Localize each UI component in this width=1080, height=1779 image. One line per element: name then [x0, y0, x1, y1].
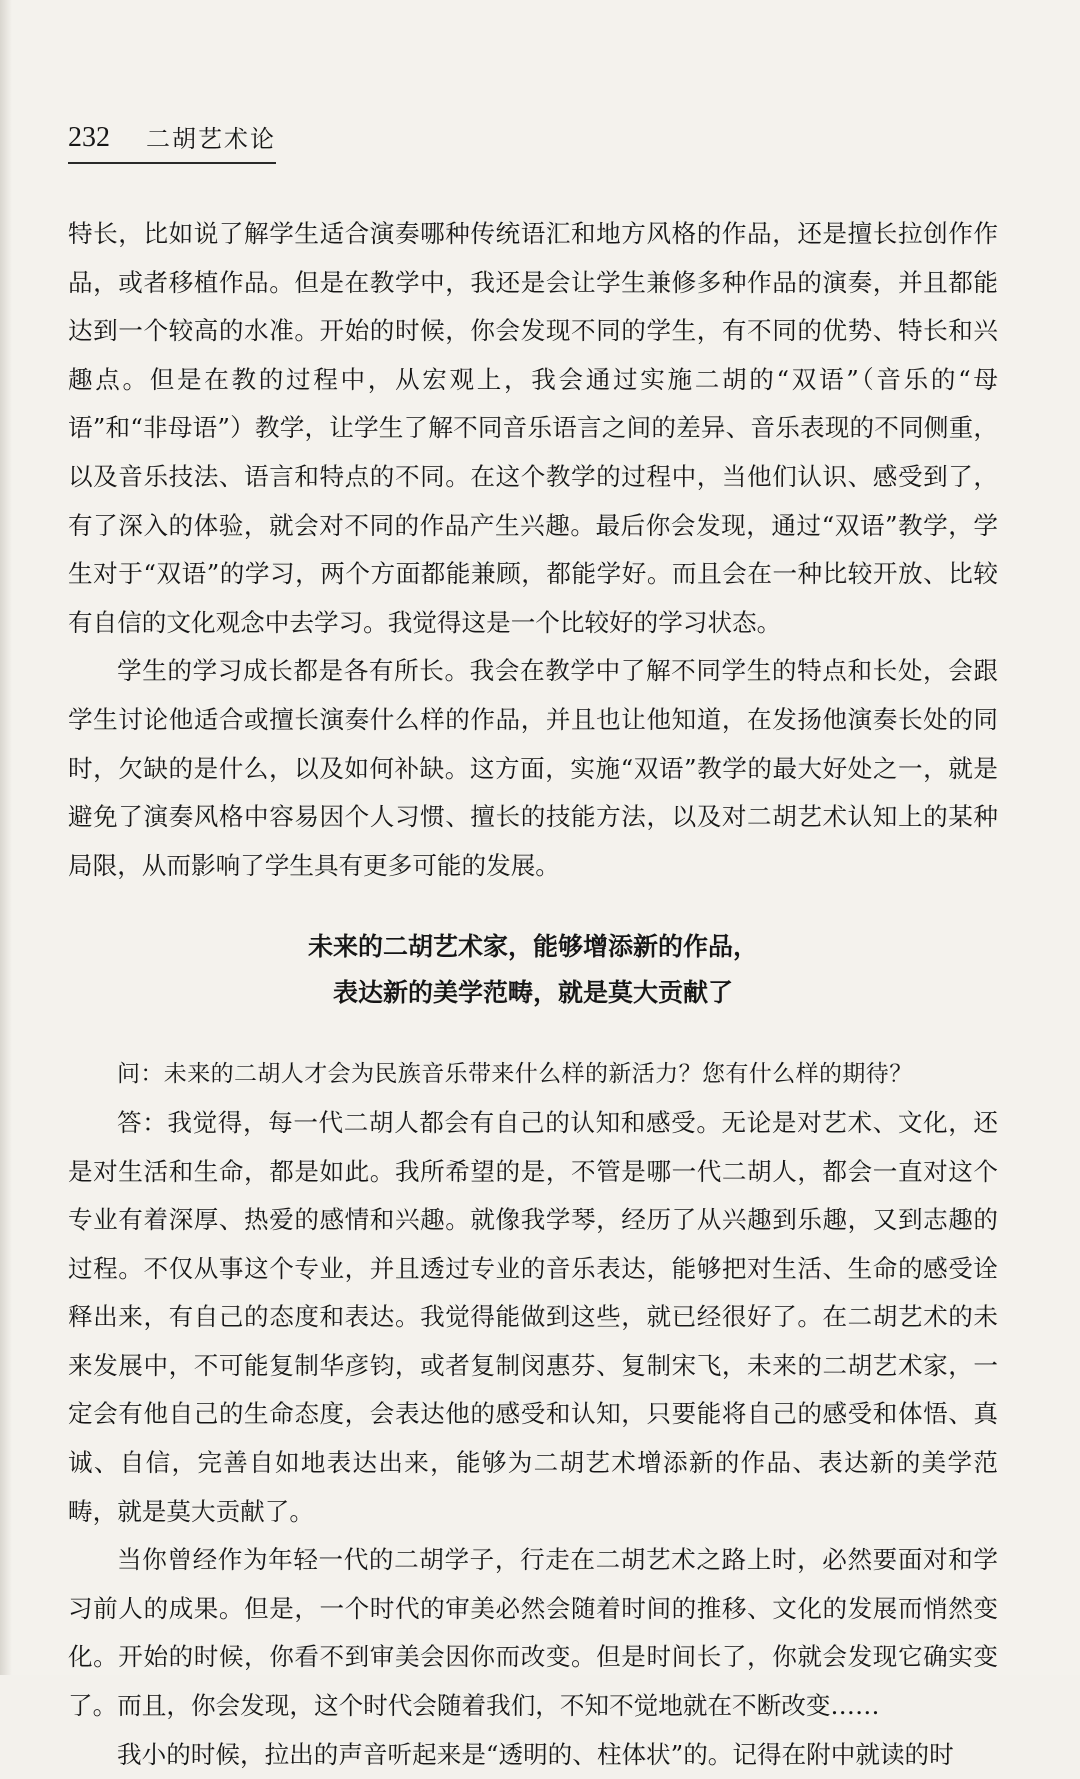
paragraph: 我小的时候，拉出的声音听起来是“透明的、柱体状”的。记得在附中就读的时: [117, 1739, 954, 1769]
page-body: [68, 210, 998, 1779]
interview-question: 问：未来的二胡人才会为民族音乐带来什么样的新活力？您有什么样的期待？: [117, 1061, 913, 1088]
section-heading-line-1: 未来的二胡艺术家，能够增添新的作品，: [307, 932, 758, 962]
interview-answer: 答：我觉得，每一代二胡人都会有自己的认知和感受。无论是对艺术、文化，还是对生活和生命，都是如此。我所希望的是，不管是哪一代二胡人，都会一直对这个专业有着深厚、热爱的感情和兴趣。就像我学琴，经历了从兴趣到乐趣，又到志趣的过程。不仅从事这个专业，并且透过专业的音乐表达，能够把对生活、生命的感受诠释出来，有自己的态度和表达。我觉得能做到这些，就已经很好了。在二胡艺术的未来发展中，不可能复制华彦钧，或者复制闵惠芬、复制宋飞，未来的二胡艺术家，一定会有他自己的生命态度，会表达他的感受和认知，只要能将自己的感受和体悟、真诚、自信，完善自如地表达出来，能够为二胡艺术增添新的作品、表达新的美学范畴，就是莫大贡献了。: [68, 1107, 998, 1526]
page-number: 232: [68, 122, 110, 153]
section-heading: [68, 924, 998, 1016]
section-heading-line-2: 表达新的美学范畴，就是莫大贡献了: [332, 978, 733, 1008]
paragraph-continued: 特长，比如说了解学生适合演奏哪种传统语汇和地方风格的作品，还是擅长拉创作作品，或者移植作品。但是在教学中，我还是会让学生兼修多种作品的演奏，并且都能达到一个较高的水准。开始的时候，你会发现不同的学生，有不同的优势、特长和兴趣点。但是在教的过程中，从宏观上，我会通过实施二胡的“双语”（音乐的“母语”和“非母语”）教学，让学生了解不同音乐语言之间的差异、音乐表现的不同侧重，以及音乐技法、语言和特点的不同。在这个教学的过程中，当他们认识、感受到了，有了深入的体验，就会对不同的作品产生兴趣。最后你会发现，通过“双语”教学，学生对于“双语”的学习，两个方面都能兼顾，都能学好。而且会在一种比较开放、比较有自信的文化观念中去学习。我觉得这是一个比较好的学习状态。: [68, 219, 998, 637]
paragraph: 当你曾经作为年轻一代的二胡学子，行走在二胡艺术之路上时，必然要面对和学习前人的成果。但是，一个时代的审美必然会随着时间的推移、文化的发展而悄然变化。开始的时候，你看不到审美会因你而改变。但是时间长了，你就会发现它确实变了。而且，你会发现，这个时代会随着我们，不知不觉地就在不断改变……: [68, 1545, 998, 1721]
page-header: [68, 122, 276, 164]
paragraph: 学生的学习成长都是各有所长。我会在教学中了解不同学生的特点和长处，会跟学生讨论他适合或擅长演奏什么样的作品，并且也让他知道，在发扬他演奏长处的同时，欠缺的是什么，以及如何补缺。这方面，实施“双语”教学的最大好处之一，就是避免了演奏风格中容易因个人习惯、擅长的技能方法，以及对二胡艺术认知上的某种局限，从而影响了学生具有更多可能的发展。: [68, 656, 998, 880]
running-title: 二胡艺术论: [146, 125, 276, 153]
page-edge-shadow: [0, 0, 12, 1675]
